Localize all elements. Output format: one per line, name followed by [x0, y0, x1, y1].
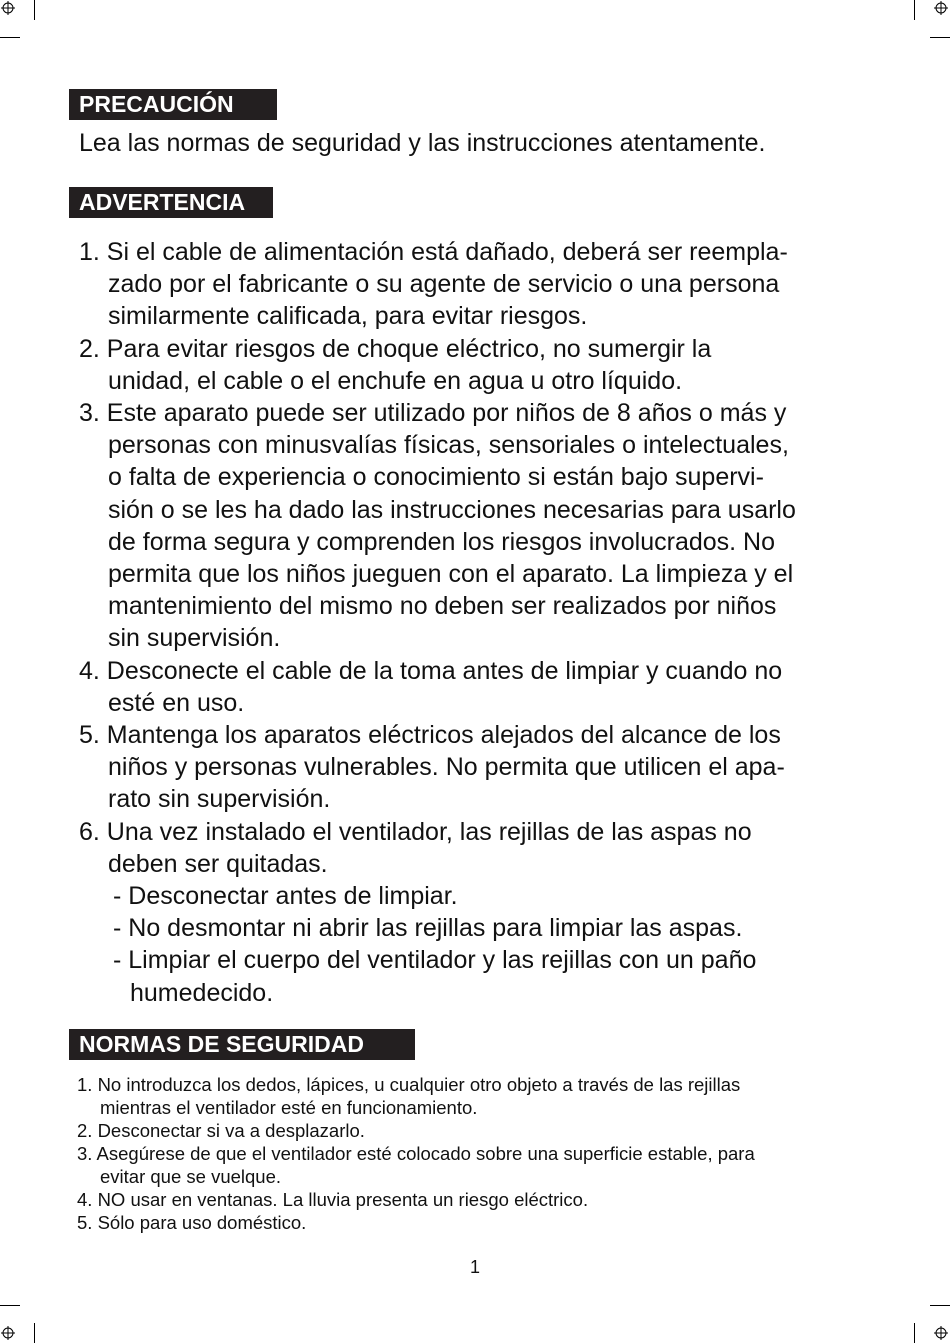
warning-heading: ADVERTENCIA	[69, 187, 273, 218]
crop-line	[914, 0, 915, 20]
warning-line: zado por el fabricante o su agente de servicio o una persona	[108, 270, 780, 299]
warning-line: 4. Desconecte el cable de la toma antes de limpiar y cuando no	[79, 656, 783, 685]
safety-list	[77, 1073, 755, 1234]
crop-line	[34, 0, 35, 20]
crop-line	[0, 37, 20, 38]
registration-mark-icon	[934, 1326, 948, 1340]
warning-line: niños y personas vulnerables. No permita que utilicen el apa-	[108, 753, 785, 782]
warning-line: 6. Una vez instalado el ventilador, las rejillas de las aspas no	[79, 817, 752, 846]
caution-text: Lea las normas de seguridad y las instrucciones atentamente.	[79, 129, 766, 157]
crop-line	[914, 1323, 915, 1343]
warning-subline: - Limpiar el cuerpo del ventilador y las rejillas con un paño	[113, 946, 757, 975]
warning-subline: - Desconectar antes de limpiar.	[113, 882, 458, 911]
safety-line: 1. No introduzca los dedos, lápices, u cualquier otro objeto a través de las rejillas	[77, 1074, 741, 1095]
warning-line: sin supervisión.	[108, 624, 281, 653]
safety-line: 2. Desconectar si va a desplazarlo.	[77, 1120, 365, 1141]
warning-line: personas con minusvalías físicas, sensoriales o intelectuales,	[108, 431, 789, 460]
warning-line: o falta de experiencia o conocimiento si están bajo supervi-	[108, 463, 764, 492]
warning-subline: humedecido.	[130, 978, 274, 1007]
warning-line: unidad, el cable o el enchufe en agua u otro líquido.	[108, 366, 683, 395]
safety-line: 3. Asegúrese de que el ventilador esté colocado sobre una superficie estable, para	[77, 1143, 755, 1164]
registration-mark-icon	[934, 1, 948, 15]
warning-line: 5. Mantenga los aparatos eléctricos alejados del alcance de los	[79, 721, 781, 750]
crop-line	[0, 1305, 20, 1306]
warning-line: mantenimiento del mismo no deben ser realizados por niños	[108, 592, 777, 621]
crop-line	[930, 1305, 950, 1306]
crop-line	[34, 1323, 35, 1343]
warning-line: 2. Para evitar riesgos de choque eléctrico, no sumergir la	[79, 334, 712, 363]
warning-line: sión o se les ha dado las instrucciones necesarias para usarlo	[108, 495, 796, 524]
warning-line: deben ser quitadas.	[108, 849, 328, 878]
safety-line: 4. NO usar en ventanas. La lluvia presenta un riesgo eléctrico.	[77, 1189, 589, 1210]
safety-heading: NORMAS DE SEGURIDAD	[69, 1029, 415, 1060]
caution-heading: PRECAUCIÓN	[69, 89, 277, 120]
crop-line	[930, 37, 950, 38]
warning-line: esté en uso.	[108, 688, 245, 717]
safety-line: 5. Sólo para uso doméstico.	[77, 1212, 307, 1233]
safety-line: mientras el ventilador esté en funcionamiento.	[100, 1097, 478, 1118]
warning-line: permita que los niños jueguen con el aparato. La limpieza y el	[108, 560, 794, 589]
warning-line: similarmente calificada, para evitar riesgos.	[108, 302, 588, 331]
warning-line: de forma segura y comprenden los riesgos involucrados. No	[108, 527, 776, 556]
registration-mark-icon	[1, 1, 15, 15]
safety-line: evitar que se vuelque.	[100, 1166, 282, 1187]
registration-mark-icon	[1, 1326, 15, 1340]
warning-list	[79, 236, 796, 1009]
page-number: 1	[469, 1257, 480, 1277]
warning-line: 1. Si el cable de alimentación está dañado, deberá ser reempla-	[79, 238, 788, 266]
warning-line: rato sin supervisión.	[108, 785, 331, 814]
warning-line: 3. Este aparato puede ser utilizado por niños de 8 años o más y	[79, 399, 787, 428]
warning-subline: - No desmontar ni abrir las rejillas para limpiar las aspas.	[113, 914, 743, 943]
